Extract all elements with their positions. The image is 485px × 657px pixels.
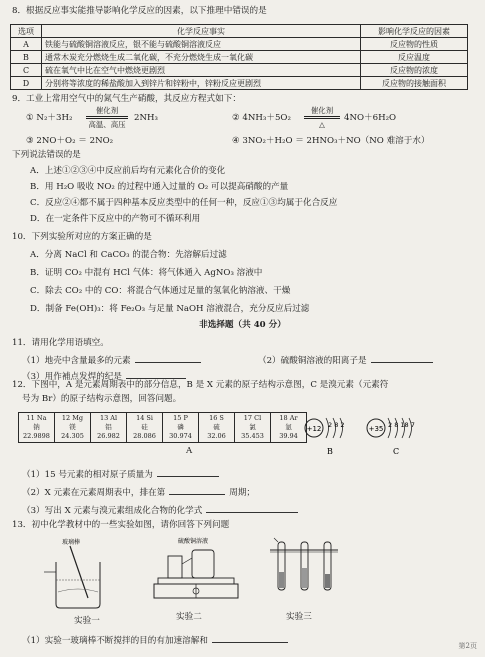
element-cell <box>235 413 271 443</box>
reaction-fact: 硫在氧气中比在空气中燃烧更剧烈 <box>42 64 361 77</box>
q12-stem: 12．下图中，A 是元素周期表中的部分信息，B 是 X 元素的原子结构示意图，C 是溴元素（元素符 <box>12 380 389 390</box>
table-row <box>11 77 468 90</box>
atomic-number: 12 Mg <box>61 414 84 422</box>
influencing-factor: 反应温度 <box>361 51 468 64</box>
q11-part-2 <box>258 354 433 366</box>
atom-b-nucleus: +12 <box>306 425 322 433</box>
table-header-row <box>11 25 468 38</box>
q12-part-2-suffix: 周期； <box>229 488 256 498</box>
glass-rod-label: 玻璃棒 <box>62 539 81 546</box>
atomic-mass: 26.982 <box>97 432 120 440</box>
atomic-number: 16 S <box>209 414 224 422</box>
atomic-number: 15 P <box>173 414 188 422</box>
equation-1-condition-top: 催化剂 <box>95 106 119 115</box>
atomic-structure-diagrams <box>300 410 470 458</box>
element-name: 硅 <box>141 423 148 431</box>
equation-1-right: 2NH₃ <box>134 113 158 123</box>
answer-blank[interactable] <box>169 486 225 495</box>
atomic-mass: 39.94 <box>279 432 298 440</box>
section-heading: 非选择题（共 40 分） <box>199 320 286 330</box>
element-name: 磷 <box>177 423 184 431</box>
option-letter: B <box>11 51 42 64</box>
equation-2-condition-top: 催化剂 <box>310 106 334 115</box>
answer-blank[interactable] <box>371 354 433 363</box>
q11-stem: 11．请用化学用语填空。 <box>12 338 109 348</box>
q12-part-3-text: （3）写出 X 元素与溴元素组成化合物的化学式 <box>22 506 203 516</box>
equation-1-left: ① N₂＋3H₂ <box>26 113 73 123</box>
atomic-number: 11 Na <box>26 414 47 422</box>
q11-part-1-text: （1）地壳中含量最多的元素 <box>22 356 131 366</box>
q12-stem-2: 号为 Br）的原子结构示意图，回答问题。 <box>22 394 182 404</box>
atomic-number: 18 Ar <box>279 414 298 422</box>
option-letter: C <box>11 64 42 77</box>
copper-sulfate-label: 硫酸铜溶液 <box>178 538 209 545</box>
q8-stem: 8．根据反应事实能推导影响化学反应的因素，以下推理中错误的是 <box>12 6 267 16</box>
element-cell <box>163 413 199 443</box>
equation-2-arrow-line-2 <box>304 118 340 119</box>
q12-part-2 <box>22 486 255 498</box>
reaction-fact: 铁能与硫酸铜溶液反应，银不能与硫酸铜溶液反应 <box>42 38 361 51</box>
atomic-mass: 30.974 <box>169 432 192 440</box>
answer-blank[interactable] <box>126 370 186 379</box>
equation-2-right: 4NO＋6H₂O <box>344 113 397 123</box>
equation-4: ④ 3NO₂＋H₂O ＝ 2HNO₃＋NO（NO 难溶于水） <box>232 136 430 146</box>
q10-option-c: C．除去 CO₂ 中的 CO：将混合气体通过足量的氢氧化钠溶液、干燥 <box>30 286 291 296</box>
answer-blank[interactable] <box>206 504 298 513</box>
atom-b-diagram <box>305 418 345 456</box>
atomic-number: 14 Si <box>136 414 153 422</box>
page-footer: 第2页 <box>458 642 477 650</box>
label-a: A <box>186 446 193 456</box>
element-cell <box>127 413 163 443</box>
q12-part-3 <box>22 504 298 516</box>
reaction-fact: 分别将等浓度的稀盐酸加入到锌片和锌粉中，锌粉反应更剧烈 <box>42 77 361 90</box>
q9-stem: 9．工业上常用空气中的氮气生产硝酸，其反应方程式如下： <box>12 94 241 104</box>
answer-blank[interactable] <box>212 634 288 643</box>
equation-1-arrow-line-2 <box>86 118 128 119</box>
table-header-option: 选项 <box>11 25 42 38</box>
label-b: B <box>327 447 333 456</box>
equation-1-condition-bottom: 高温、高压 <box>88 120 126 129</box>
table-row <box>11 38 468 51</box>
periodic-table-strip <box>18 412 307 443</box>
element-name: 氯 <box>249 423 256 431</box>
q8-table <box>10 24 468 90</box>
element-name: 钠 <box>33 423 40 431</box>
experiment-1-label: 实验一 <box>74 616 100 626</box>
equation-1-arrow-line <box>86 116 128 117</box>
equation-2-arrow-line <box>304 116 340 117</box>
element-cell <box>19 413 55 443</box>
table-header-fact: 化学反应事实 <box>42 25 361 38</box>
q10-stem: 10．下列实验所对应的方案正确的是 <box>12 232 152 242</box>
element-cell <box>199 413 235 443</box>
equation-3: ③ 2NO＋O₂ ＝ 2NO₂ <box>26 136 114 146</box>
atomic-mass: 35.453 <box>241 432 264 440</box>
q10-option-b: B．证明 CO₂ 中混有 HCl 气体：将气体通入 AgNO₃ 溶液中 <box>30 268 263 278</box>
equation-2-left: ② 4NH₃＋5O₂ <box>232 113 291 123</box>
influencing-factor: 反应物的浓度 <box>361 64 468 77</box>
q9-option-d: D．在一定条件下反应中的产物可不循环利用 <box>30 214 201 224</box>
equation-2-condition-bottom: △ <box>319 120 325 129</box>
influencing-factor: 反应物的接触面积 <box>361 77 468 90</box>
option-letter: A <box>11 38 42 51</box>
atom-c-shells: 2 8 18 7 <box>388 421 415 429</box>
reaction-fact: 通常木炭充分燃烧生成二氧化碳，不充分燃烧生成一氧化碳 <box>42 51 361 64</box>
option-letter: D <box>11 77 42 90</box>
atomic-mass: 32.06 <box>207 432 226 440</box>
q11-part-2-text: （2）硫酸铜溶液的阳离子是 <box>258 356 367 366</box>
experiment-1-figure <box>40 534 120 612</box>
q9-option-b: B．用 H₂O 吸收 NO₂ 的过程中通入过量的 O₂ 可以提高硝酸的产量 <box>30 182 289 192</box>
atomic-mass: 24.305 <box>61 432 84 440</box>
q12-part-1 <box>22 468 219 480</box>
q10-option-d: D．制备 Fe(OH)₃：将 Fe₂O₃ 与足量 NaOH 溶液混合，充分反应后过滤 <box>30 304 310 314</box>
element-name: 铝 <box>105 423 112 431</box>
answer-blank[interactable] <box>135 354 201 363</box>
table-row <box>11 51 468 64</box>
q13-part-1-text: （1）实验一玻璃棒不断搅拌的目的有加速溶解和 <box>22 636 208 646</box>
atomic-mass: 22.9898 <box>23 432 50 440</box>
element-cell <box>91 413 127 443</box>
atom-c-nucleus: +35 <box>368 425 384 433</box>
element-name: 硫 <box>213 423 220 431</box>
atomic-mass: 28.086 <box>133 432 156 440</box>
q10-option-a: A．分离 NaCl 和 CaCO₃ 的混合物：先溶解后过滤 <box>30 250 227 260</box>
q12-part-1-text: （1）15 号元素的相对原子质量为 <box>22 470 153 480</box>
q13-stem: 13．初中化学教材中的一些实验如图，请你回答下列问题 <box>12 520 230 530</box>
table-row <box>11 64 468 77</box>
q11-part-1 <box>22 354 201 366</box>
q12-part-2-text: （2）X 元素在元素周期表中，排在第 <box>22 488 166 498</box>
atomic-number: 17 Cl <box>243 414 262 422</box>
atom-c-diagram <box>367 418 415 456</box>
q9-option-a: A．上述①②③④中反应前后均有元素化合价的变化 <box>30 166 226 176</box>
element-cell <box>55 413 91 443</box>
q9-ask: 下列说法错误的是 <box>12 150 81 160</box>
experiment-3-label: 实验三 <box>286 612 312 622</box>
label-c: C <box>392 447 400 456</box>
q13-part-1 <box>22 634 288 646</box>
q9-option-c: C．反应②④都不属于四种基本反应类型中的任何一种，反应①③均属于化合反应 <box>30 198 338 208</box>
answer-blank[interactable] <box>157 468 219 477</box>
experiment-2-figure <box>148 534 248 612</box>
influencing-factor: 反应物的性质 <box>361 38 468 51</box>
q11-part-3-text: （3）用作補点发焊的纪是 <box>22 372 122 382</box>
element-name: 氩 <box>285 423 292 431</box>
element-name: 镁 <box>69 423 76 431</box>
table-header-factor: 影响化学反应的因素 <box>361 25 468 38</box>
experiment-2-label: 实验二 <box>176 612 202 622</box>
atomic-number: 13 Al <box>99 414 118 422</box>
atom-b-shells: 2 8 2 <box>328 421 345 429</box>
experiment-3-figure <box>264 534 344 612</box>
